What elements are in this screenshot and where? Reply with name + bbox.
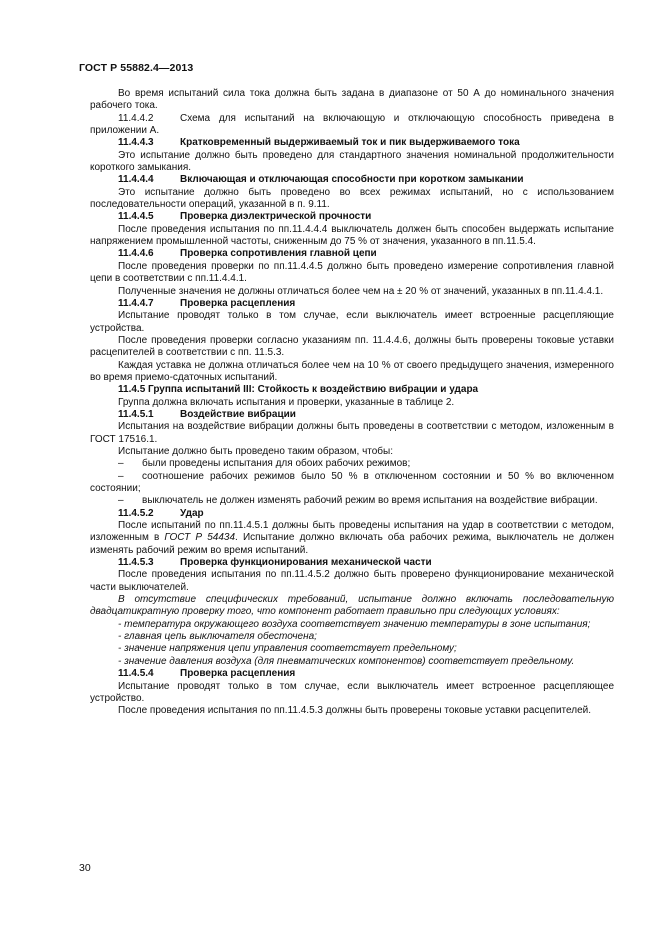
section-heading: [90, 137, 614, 149]
list-item: [90, 495, 614, 507]
section-number: 11.4.5.1: [118, 408, 154, 420]
dash-marker: –: [118, 470, 124, 482]
paragraph-text: . Испытание должно включать оба рабочих режима, выключатель не должен изменять рабочий режим во время испытаний.: [90, 532, 614, 556]
paragraph: Испытание должно быть проведено таким образом, чтобы:: [118, 445, 393, 457]
paragraph: После проведения испытания по пп.11.4.5.3 должны быть проверены токовые уставки расцепителей.: [118, 705, 591, 717]
section-heading: [90, 668, 614, 680]
list-item: [90, 471, 614, 496]
italic-paragraph: В отсутствие специфических требований, испытание должно включать последовательную двадцатикратную проверку того, что компонент работает правильно при следующих условиях:: [90, 594, 614, 618]
section-heading: [90, 508, 614, 520]
dash-marker: –: [118, 495, 124, 507]
section-number: 11.4.5.3: [118, 557, 154, 569]
section-number: 11.4.5.2: [118, 507, 154, 519]
paragraph: Каждая уставка не должна отличаться более чем на 10 % от своего предыдущего значения, измеренного во время приемо-сдаточных испытаний.: [90, 359, 614, 383]
page-number: 30: [79, 862, 91, 874]
section-number: 11.4.4.7: [118, 297, 154, 309]
section-heading: [90, 409, 614, 421]
standard-reference: ГОСТ Р 54434: [164, 532, 236, 544]
document-header: ГОСТ Р 55882.4—2013: [79, 62, 194, 74]
list-item-text: соотношение рабочих режимов было 50 % в отключенном состоянии и 50 % во включенном состоянии;: [90, 470, 614, 494]
section-number: 11.4.4.2: [118, 112, 154, 124]
section-number: 11.4.4.3: [118, 137, 154, 149]
section-text: Проверка диэлектрической прочности: [180, 211, 372, 223]
italic-paragraph: - температура окружающего воздуха соответствует значению температуры в зоне испытания;: [118, 618, 591, 630]
section-text: Удар: [180, 507, 204, 519]
section-text: Воздействие вибрации: [180, 408, 296, 420]
document-body: [90, 88, 614, 718]
section-number: 11.4.5.4: [118, 668, 154, 680]
paragraph: Испытание проводят только в том случае, если выключатель имеет встроенное расцепляющее устройство.: [90, 680, 614, 704]
paragraph: Группа должна включать испытания и проверки, указанные в таблице 2.: [118, 396, 455, 408]
section-heading: 11.4.5 Группа испытаний III: Стойкость к воздействию вибрации и удара: [118, 384, 479, 396]
section-text: Проверка расцепления: [180, 668, 296, 680]
paragraph: Это испытание должно быть проведено во всех режимах испытаний, но с использованием последовательности операций, указанной в п. 9.11.: [90, 186, 614, 211]
section-text: Проверка расцепления: [180, 297, 296, 309]
section-number: 11.4.4.5: [118, 211, 154, 223]
section-text: Проверка сопротивления главной цепи: [180, 248, 377, 260]
section-number: 11.4.4.6: [118, 248, 154, 260]
section-heading: [90, 174, 614, 186]
section-heading: [90, 248, 614, 260]
italic-paragraph: - значение напряжения цепи управления соответствует предельному;: [118, 643, 457, 655]
paragraph: После проведения испытания по пп.11.4.5.2 должно быть проверено функционирование механической части выключателей.: [90, 569, 614, 593]
paragraph: Это испытание должно быть проведено для стандартного значения номинальной продолжительности короткого замыкания.: [90, 149, 614, 174]
section-heading: [90, 557, 614, 569]
paragraph: После проведения испытания по пп.11.4.4.4 выключатель должен быть способен выдержать испытание напряжением промышленной частоты, сниженным до 75 % от значения, указанного в пп.11.5.4.: [90, 223, 614, 248]
section-heading: [90, 298, 614, 310]
paragraph: После проведения проверки по пп.11.4.4.5 должно быть проведено измерение сопротивления главной цепи в соответствии с пп.11.4.4.1.: [90, 260, 614, 285]
list-item: [90, 458, 614, 470]
paragraph: Во время испытаний сила тока должна быть задана в диапазоне от 50 А до номинального значения рабочего тока.: [90, 88, 614, 112]
paragraph: [90, 520, 614, 557]
section-text: Проверка функционирования механической части: [180, 557, 432, 569]
section-number: 11.4.4.4: [118, 174, 154, 186]
paragraph: После проведения проверки согласно указаниям пп. 11.4.4.6, должны быть проверены токовые уставки расцепителей в соответствии с пп. 11.5.3.: [90, 334, 614, 359]
italic-paragraph: - главная цепь выключателя обесточена;: [118, 631, 317, 643]
italic-paragraph: - значение давления воздуха (для пневматических компонентов) соответствует предельному.: [118, 655, 575, 667]
list-item-text: были проведены испытания для обоих рабочих режимов;: [142, 458, 411, 470]
paragraph-text: После испытаний по пп.11.4.5.1 должны быть проведены испытания на удар в соответствии с методом, изложенным в: [90, 520, 614, 544]
section-text: Кратковременный выдерживаемый ток и пик выдерживаемого тока: [180, 137, 520, 149]
paragraph: Полученные значения не должны отличаться более чем на ± 20 % от значений, указанных в пп.11.4.4.1.: [118, 285, 604, 297]
numbered-paragraph: [90, 113, 614, 138]
paragraph: Испытание проводят только в том случае, если выключатель имеет встроенные расцепляющие устройства.: [90, 310, 614, 334]
paragraph: Испытания на воздействие вибрации должны быть проведены в соответствии с методом, изложенным в ГОСТ 17516.1.: [90, 421, 614, 445]
section-text: Включающая и отключающая способности при коротком замыкании: [180, 174, 524, 186]
section-heading: [90, 211, 614, 223]
list-item-text: выключатель не должен изменять рабочий режим во время испытания на воздействие вибрации.: [142, 495, 598, 507]
dash-marker: –: [118, 458, 124, 470]
section-text: Схема для испытаний на включающую и отключающую способность приведена в приложении А.: [90, 112, 614, 137]
